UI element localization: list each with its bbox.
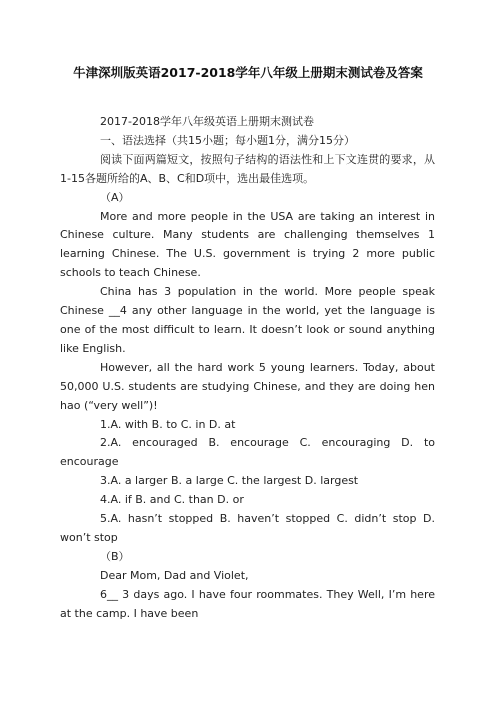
passage-a-paragraph: However, all the hard work 5 young learners. Today, about 50,000 U.S. students are studying Chinese, and they are doing hen hao (“very well”)!	[60, 360, 435, 412]
passage-label-a: （A）	[100, 190, 130, 204]
question-item: 2.A. encouraged B. encourage C. encouraging D. to encourage	[60, 436, 435, 469]
paper-heading: 2017-2018学年八年级英语上册期末测试卷	[100, 115, 314, 128]
section-heading: 一、语法选择（共15小题；每小题1分，满分15分）	[100, 133, 355, 147]
passage-b-paragraph: 6__ 3 days ago. I have four roommates. They Well, I’m here at the camp. I have been	[60, 587, 435, 620]
question-item: 1.A. with B. to C. in D. at	[100, 417, 236, 431]
question-item: 4.A. if B. and C. than D. or	[100, 493, 244, 507]
passage-a-paragraph: China has 3 population in the world. More people speak Chinese __4 any other language in the world, yet the language is one of the most difficult to learn. It doesn’t look or sound anything like English.	[60, 285, 435, 355]
question-item: 5.A. hasn’t stopped B. haven’t stopped C. didn’t stop D. won’t stop	[60, 512, 435, 544]
passage-label-b: （B）	[100, 549, 130, 563]
document-body	[60, 113, 435, 623]
document-title: 牛津深圳版英语2017-2018学年八年级上册期末测试卷及答案	[73, 65, 423, 80]
letter-greeting: Dear Mom, Dad and Violet,	[100, 568, 249, 582]
passage-a-paragraph: More and more people in the USA are taking an interest in Chinese culture. Many students are challenging themselves 1 learning Chinese. The U.S. government is trying 2 more public schools to teach Chinese.	[60, 209, 435, 280]
instructions: 阅读下面两篇短文，按照句子结构的语法性和上下文连贯的要求，从1-15各题所给的A、B、C和D项中，选出最佳选项。	[60, 152, 435, 185]
question-item: 3.A. a larger B. a large C. the largest D. largest	[100, 474, 359, 488]
